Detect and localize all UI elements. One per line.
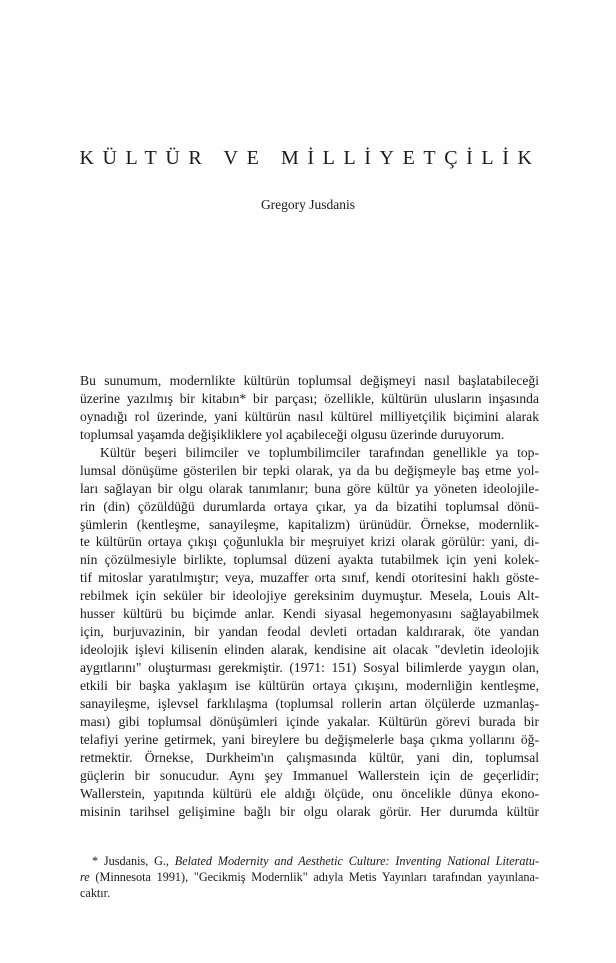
text-line: Wallerstein, yapıtında kültürü ele aldığı ölçüde, onu öncelikle dünya ekono- [80, 785, 539, 801]
text-line: üzerine yazılmış bir kitabın* bir parçası; özellikle, kültürün ulusların inşasında [80, 390, 539, 406]
text-line: aygıtlarını" oluşturması gerekmiştir. (1971: 151) Sosyal bilimlerde yaygın olan, [80, 660, 539, 675]
footnote-book-title: Belated Modernity and Aesthetic Culture: Inventing National Literatu- [174, 854, 540, 868]
author-name: Gregory Jusdanis [260, 197, 356, 212]
text-line: şümlerin (kentleşme, sanayileşme, kapitalizm) ürünüdür. Örnekse, modernlik- [80, 516, 539, 532]
text-line: sanayileşme, işlevsel farklılaşma (toplumsal rollerin artan ölçülerde uzmanlaş- [80, 695, 539, 711]
text-line: oynadığı rol üzerinde, yani kültürün nasıl kültürel milliyetçilik biçimini alarak [80, 408, 539, 424]
text-line: Bu sunumum, modernlikte kültürün toplumsal değişmeyi nasıl başlatabileceği [80, 373, 539, 388]
text-line: retmektir. Örnekse, Durkheim'ın çalışmasında kültür, yani din, toplumsal [80, 749, 539, 765]
text-line: lumsal dönüşüme gösterilen bir tepki olarak, ya da bu değişmeyle baş etme yol- [80, 462, 539, 478]
chapter-title: KÜLTÜR VE MİLLİYETÇİLİK [79, 147, 541, 169]
body-text [80, 372, 539, 820]
text-line: tif mitoslar yaratılmıştır; veya, muzaffer orta sınıf, kendi otoritesini haklı göste- [80, 570, 539, 586]
text-line: için, burjuvazinin, bir yandan feodal devleti ortadan kaldırarak, öte yandan [80, 624, 539, 640]
footnote-line [80, 853, 539, 869]
text-line: nin çözülmesiyle birlikte, toplumsal düzeni ayakta tutabilmek için yeni kolek- [80, 552, 539, 568]
text-line: etkili bir başka yaklaşım ise kültürün ortaya çıkışını, modernliğin kentleşme, [80, 677, 539, 693]
text-line: ideolojik işlevi kilisenin elinden alarak, kendisine ait olacak "devletin ideolojik [80, 642, 539, 658]
footnote [80, 853, 539, 902]
footnote-book-title-end: re [80, 870, 90, 885]
text-line: toplumsal yaşamda değişikliklere yol açabileceği olgusu üzerinde duruyorum. [80, 426, 505, 442]
text-line: misinin tarihsel gelişimine bağlı bir olgu olarak görür. Her durumda kültür [80, 803, 539, 819]
text-line: rebilmek için seküler bir ideolojiye gereksinim duymuştur. Mesela, Louis Alt- [80, 588, 539, 604]
footnote-marker: * [92, 854, 99, 868]
footnote-publication-info: (Minnesota 1991), "Gecikmiş Modernlik" adıyla Metis Yayınları tarafından yayınlana- [89, 870, 539, 885]
text-line: Kültür beşeri bilimciler ve toplumbilimciler tarafından genellikle ya top- [100, 444, 539, 460]
text-line: te kültürün ortaya çıkışı çoğunlukla bir meşruiyet krizi olarak görülür: yani, di- [80, 534, 539, 550]
footnote-line: caktır. [80, 886, 111, 901]
text-line: telafiyi yerine getirmek, yani bireylere bu değişmelerle başa çıkma yollarını öğ- [80, 731, 539, 747]
text-line: ları sağlayan bir olgu olarak tanımlanır; buna göre kültür ya yöneten ideolojile- [80, 480, 539, 496]
footnote-line [80, 869, 539, 885]
text-line: rin (din) çözüldüğü durumlarda ortaya çıkar, ya da bizatihi toplumsal dönü- [80, 498, 539, 514]
text-line: güçlerin bir sonucudur. Aynı şey Immanuel Wallerstein için de geçerlidir; [80, 767, 539, 783]
footnote-author: Jusdanis, G., [103, 854, 175, 868]
text-line: ması) gibi toplumsal dönüşümleri içinde yakalar. Kültürün görevi burada bir [80, 713, 539, 729]
text-line: husser kültürü bu biçimde anlar. Kendi siyasal hegemonyasını sağlayabilmek [80, 606, 539, 622]
